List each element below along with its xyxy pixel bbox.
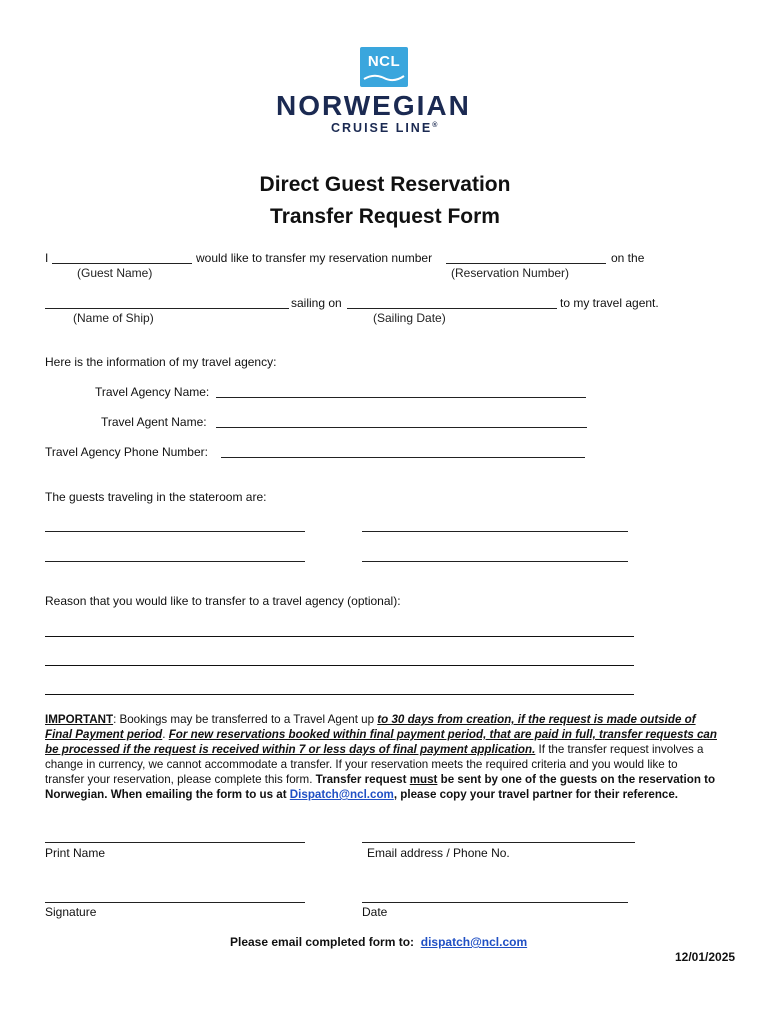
- reason-line-2[interactable]: [45, 665, 634, 666]
- label-guest-name: (Guest Name): [77, 266, 153, 280]
- agent-name-label: Travel Agent Name:: [101, 415, 207, 429]
- footer-email-link[interactable]: dispatch@ncl.com: [420, 935, 528, 949]
- print-name-label: Print Name: [45, 846, 106, 860]
- important-sep: .: [162, 728, 169, 741]
- agency-name-label: Travel Agency Name:: [95, 385, 210, 399]
- ship-name-field[interactable]: [45, 308, 289, 309]
- email-phone-field[interactable]: [362, 842, 635, 843]
- brand-subname: CRUISE LINE®: [331, 121, 438, 135]
- guest-field-2[interactable]: [362, 531, 628, 532]
- agency-phone-label: Travel Agency Phone Number:: [45, 445, 208, 459]
- guest-field-1[interactable]: [45, 531, 305, 532]
- row2-middle: sailing on: [291, 296, 342, 310]
- label-ship-name: (Name of Ship): [73, 311, 154, 325]
- brand-name: NORWEGIAN: [276, 90, 471, 121]
- print-name-field[interactable]: [45, 842, 305, 843]
- row2-suffix: to my travel agent.: [560, 296, 659, 310]
- reservation-number-field[interactable]: [446, 263, 606, 264]
- row1-suffix: on the: [611, 251, 645, 265]
- page-subtitle: Transfer Request Form: [270, 205, 500, 228]
- page-title: Direct Guest Reservation: [259, 173, 511, 196]
- agency-intro: Here is the information of my travel agency:: [45, 355, 277, 369]
- dispatch-email-link[interactable]: Dispatch@ncl.com: [289, 788, 394, 801]
- guest-name-field[interactable]: [52, 263, 192, 264]
- important-intro: : Bookings may be transferred to a Travel Agent up: [113, 713, 378, 726]
- ncl-logo-badge: [360, 47, 408, 87]
- date-field[interactable]: [362, 902, 628, 903]
- signature-label: Signature: [45, 905, 97, 919]
- date-label: Date: [362, 905, 388, 919]
- guests-label: The guests traveling in the stateroom are:: [45, 490, 267, 504]
- label-reservation-number: (Reservation Number): [451, 266, 570, 280]
- important-notice: [45, 712, 720, 802]
- important-bold-3: , please copy your travel partner for their reference.: [393, 788, 679, 801]
- important-must: must: [409, 773, 438, 786]
- guest-field-4[interactable]: [362, 561, 628, 562]
- agent-name-field[interactable]: [216, 427, 587, 428]
- agency-name-field[interactable]: [216, 397, 586, 398]
- important-emphasis-1: to 30 days from creation, if the request is made outside of Final Payment period: [45, 713, 696, 741]
- reason-label: Reason that you would like to transfer to a travel agency (optional):: [45, 594, 401, 608]
- important-bold-2: be sent by one of the guests on the reservation to Norwegian. When emailing the form to us at: [45, 773, 716, 801]
- sailing-date-field[interactable]: [347, 308, 557, 309]
- row1-middle: would like to transfer my reservation number: [196, 251, 433, 265]
- agency-phone-field[interactable]: [221, 457, 585, 458]
- wave-icon: [360, 71, 408, 83]
- guest-field-3[interactable]: [45, 561, 305, 562]
- footer-instruction: Please email completed form to: dispatch@ncl.com: [230, 935, 528, 949]
- email-phone-label: Email address / Phone No.: [367, 846, 510, 860]
- reason-line-3[interactable]: [45, 694, 634, 695]
- important-bold-1: Transfer request: [315, 773, 410, 786]
- signature-field[interactable]: [45, 902, 305, 903]
- reason-line-1[interactable]: [45, 636, 634, 637]
- form-date: 12/01/2025: [675, 950, 736, 964]
- important-heading: IMPORTANT: [45, 713, 114, 726]
- row1-prefix: I: [45, 251, 49, 265]
- important-emphasis-2: For new reservations booked within final payment period, that are paid in full, transfer requests can be processed if the request is received within 7 or less days of final payment application.: [45, 728, 717, 756]
- logo-badge-text: NCL: [367, 53, 401, 70]
- label-sailing-date: (Sailing Date): [373, 311, 446, 325]
- important-plain: If the transfer request involves a change in currency, we cannot accommodate a transfer. If your reservation meets the required criteria and you would like to transfer your reservation, please complete this form.: [45, 743, 704, 786]
